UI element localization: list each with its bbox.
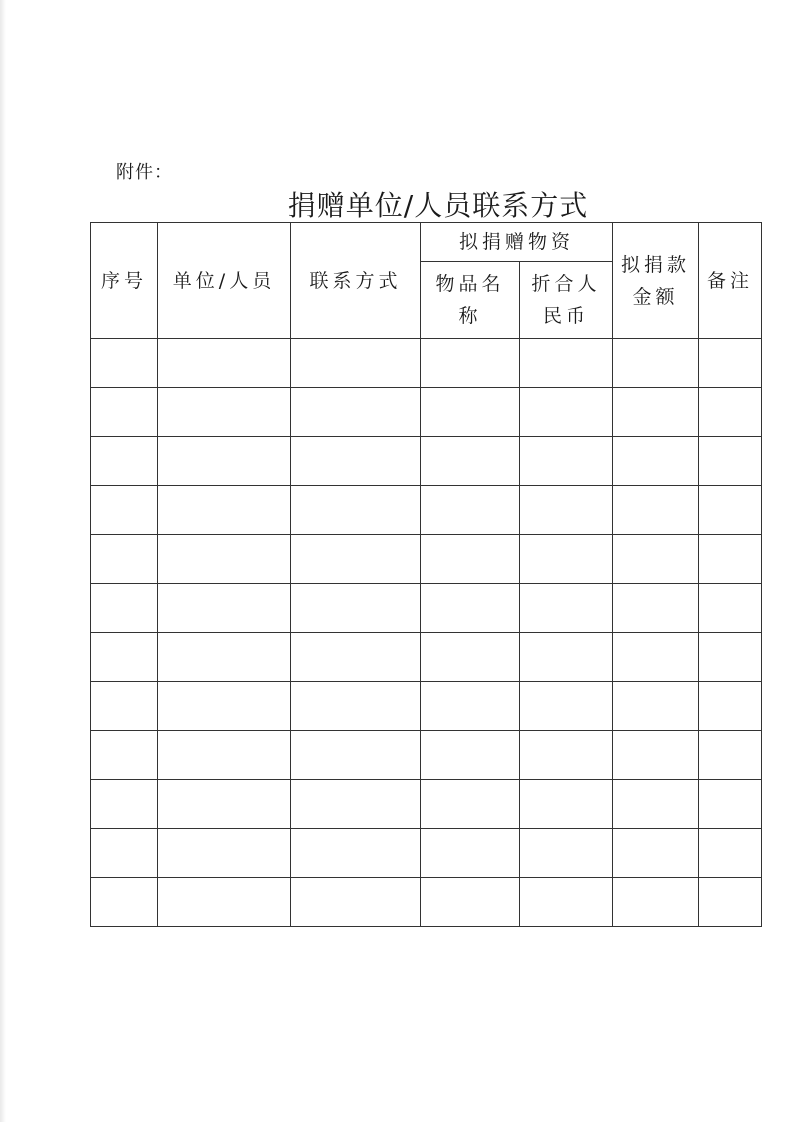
table-cell-rmb-value[interactable] [520, 682, 613, 731]
table-cell-rmb-value[interactable] [520, 878, 613, 927]
table-cell-contact[interactable] [291, 780, 421, 829]
table-cell-remarks[interactable] [699, 829, 762, 878]
table-cell-rmb-value[interactable] [520, 388, 613, 437]
table-cell-contact[interactable] [291, 388, 421, 437]
table-cell-amount[interactable] [613, 388, 699, 437]
table-cell-rmb-value[interactable] [520, 486, 613, 535]
table-cell-unit[interactable] [158, 486, 291, 535]
table-cell-remarks[interactable] [699, 878, 762, 927]
table-cell-rmb-value[interactable] [520, 633, 613, 682]
document-title: 捐赠单位/人员联系方式 [287, 189, 589, 222]
table-cell-unit[interactable] [158, 437, 291, 486]
table-cell-unit[interactable] [158, 829, 291, 878]
table-cell-unit[interactable] [158, 388, 291, 437]
table-cell-unit[interactable] [158, 731, 291, 780]
table-cell-amount[interactable] [613, 829, 699, 878]
table-cell-unit[interactable] [158, 633, 291, 682]
table-cell-amount[interactable] [613, 731, 699, 780]
table-body [91, 339, 762, 927]
table-header [91, 223, 762, 339]
header-row-upper [91, 223, 762, 262]
table-cell-rmb-value[interactable] [520, 535, 613, 584]
table-row [91, 339, 762, 388]
table-cell-rmb-value[interactable] [520, 731, 613, 780]
table-cell-seq[interactable] [91, 633, 158, 682]
table-row [91, 633, 762, 682]
table-cell-amount[interactable] [613, 633, 699, 682]
table-cell-remarks[interactable] [699, 633, 762, 682]
table-cell-seq[interactable] [91, 486, 158, 535]
table-cell-seq[interactable] [91, 780, 158, 829]
attachment-label: 附件： [116, 162, 173, 183]
table-cell-contact[interactable] [291, 731, 421, 780]
table-cell-item-name[interactable] [421, 486, 520, 535]
table-cell-item-name[interactable] [421, 780, 520, 829]
table-cell-remarks[interactable] [699, 535, 762, 584]
table-cell-item-name[interactable] [421, 388, 520, 437]
table-cell-seq[interactable] [91, 339, 158, 388]
table-row [91, 731, 762, 780]
table-cell-amount[interactable] [613, 682, 699, 731]
table-cell-rmb-value[interactable] [520, 780, 613, 829]
table-cell-seq[interactable] [91, 731, 158, 780]
table-cell-contact[interactable] [291, 829, 421, 878]
table-row [91, 780, 762, 829]
table-cell-item-name[interactable] [421, 584, 520, 633]
header-materials-group: 拟捐赠物资 [421, 223, 613, 262]
table-cell-remarks[interactable] [699, 780, 762, 829]
table-cell-contact[interactable] [291, 878, 421, 927]
table-cell-contact[interactable] [291, 633, 421, 682]
donor-contact-table [90, 222, 762, 927]
table-cell-seq[interactable] [91, 388, 158, 437]
table-cell-seq[interactable] [91, 437, 158, 486]
table-cell-remarks[interactable] [699, 486, 762, 535]
table-cell-amount[interactable] [613, 339, 699, 388]
table-cell-seq[interactable] [91, 682, 158, 731]
table-cell-rmb-value[interactable] [520, 437, 613, 486]
table-cell-item-name[interactable] [421, 878, 520, 927]
table-cell-item-name[interactable] [421, 731, 520, 780]
table-cell-remarks[interactable] [699, 584, 762, 633]
table-cell-seq[interactable] [91, 878, 158, 927]
table-cell-item-name[interactable] [421, 535, 520, 584]
table-cell-amount[interactable] [613, 437, 699, 486]
header-amount: 拟捐款金额 [613, 223, 699, 339]
table-cell-unit[interactable] [158, 339, 291, 388]
scan-edge-shadow [0, 0, 6, 1122]
table-cell-contact[interactable] [291, 339, 421, 388]
table-cell-contact[interactable] [291, 486, 421, 535]
table-cell-amount[interactable] [613, 584, 699, 633]
table-cell-remarks[interactable] [699, 437, 762, 486]
header-rmb-value: 折合人民币 [520, 262, 613, 339]
header-unit: 单位/人员 [158, 223, 291, 339]
table-row [91, 535, 762, 584]
table-row [91, 829, 762, 878]
table-cell-amount[interactable] [613, 535, 699, 584]
table-cell-remarks[interactable] [699, 731, 762, 780]
table-cell-seq[interactable] [91, 584, 158, 633]
table-cell-item-name[interactable] [421, 437, 520, 486]
table-cell-amount[interactable] [613, 486, 699, 535]
table-cell-rmb-value[interactable] [520, 339, 613, 388]
table-cell-remarks[interactable] [699, 682, 762, 731]
table-row [91, 878, 762, 927]
table-cell-remarks[interactable] [699, 388, 762, 437]
table-row [91, 486, 762, 535]
table-cell-unit[interactable] [158, 780, 291, 829]
table-cell-item-name[interactable] [421, 633, 520, 682]
header-seq: 序号 [91, 223, 158, 339]
table-row [91, 584, 762, 633]
table-cell-rmb-value[interactable] [520, 829, 613, 878]
table-cell-unit[interactable] [158, 878, 291, 927]
header-remarks: 备注 [699, 223, 762, 339]
table-cell-unit[interactable] [158, 584, 291, 633]
table-cell-seq[interactable] [91, 829, 158, 878]
table-cell-item-name[interactable] [421, 829, 520, 878]
header-contact: 联系方式 [291, 223, 421, 339]
table-cell-unit[interactable] [158, 682, 291, 731]
table-cell-contact[interactable] [291, 535, 421, 584]
table-cell-contact[interactable] [291, 437, 421, 486]
table-cell-remarks[interactable] [699, 339, 762, 388]
table-cell-item-name[interactable] [421, 339, 520, 388]
table-row [91, 388, 762, 437]
table-cell-unit[interactable] [158, 535, 291, 584]
table-cell-amount[interactable] [613, 780, 699, 829]
header-item-name: 物品名称 [421, 262, 520, 339]
table-cell-rmb-value[interactable] [520, 584, 613, 633]
table-cell-item-name[interactable] [421, 682, 520, 731]
table-cell-seq[interactable] [91, 535, 158, 584]
table-cell-contact[interactable] [291, 682, 421, 731]
table-row [91, 437, 762, 486]
table-cell-amount[interactable] [613, 878, 699, 927]
table-row [91, 682, 762, 731]
table-cell-contact[interactable] [291, 584, 421, 633]
